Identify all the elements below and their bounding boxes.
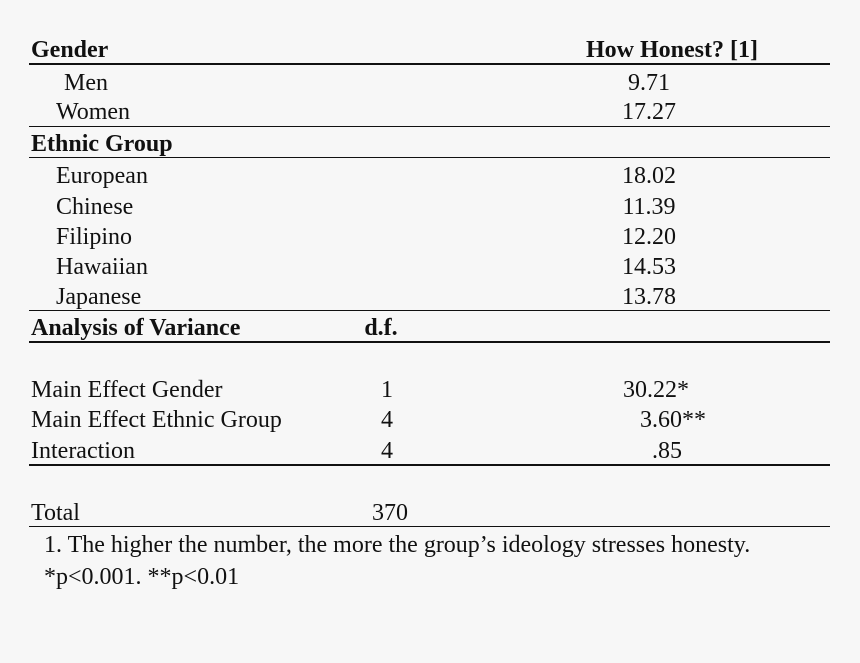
row-value-main-effect-gender: 30.22* <box>623 377 689 403</box>
ethnic-group-header: Ethnic Group <box>31 131 173 157</box>
row-value-japanese: 13.78 <box>622 284 676 310</box>
header-rule <box>29 63 830 65</box>
row-value-hawaiian: 14.53 <box>622 254 676 280</box>
anova-header: Analysis of Variance <box>31 315 241 341</box>
total-rule <box>29 526 830 527</box>
row-label-main-effect-gender: Main Effect Gender <box>31 377 223 403</box>
row-value-men: 9.71 <box>628 70 670 96</box>
ethnic-rule <box>29 310 830 311</box>
row-label-total: Total <box>31 500 80 526</box>
row-label-chinese: Chinese <box>56 194 134 220</box>
row-value-filipino: 12.20 <box>622 224 676 250</box>
row-df-main-effect-ethnic: 4 <box>381 407 393 433</box>
row-df-total: 370 <box>372 500 408 526</box>
row-label-filipino: Filipino <box>56 224 133 250</box>
row-value-women: 17.27 <box>622 99 676 125</box>
anova-header-rule <box>29 341 830 343</box>
gender-rule <box>29 126 830 127</box>
row-value-interaction: .85 <box>652 438 682 464</box>
gender-header: Gender <box>31 37 109 63</box>
row-value-chinese: 11.39 <box>622 194 676 220</box>
ethnic-header-rule <box>29 157 830 158</box>
footnote-1: 1. The higher the number, the more the group’s ideology stresses honesty. <box>44 532 751 558</box>
row-value-main-effect-ethnic: 3.60** <box>640 407 706 433</box>
row-value-european: 18.02 <box>622 163 676 189</box>
how-honest-header: How Honest? [1] <box>586 37 758 63</box>
row-df-interaction: 4 <box>381 438 393 464</box>
df-header: d.f. <box>364 315 398 341</box>
row-label-hawaiian: Hawaiian <box>56 254 148 280</box>
row-label-main-effect-ethnic: Main Effect Ethnic Group <box>31 407 282 433</box>
row-label-women: Women <box>56 99 131 125</box>
anova-rule <box>29 464 830 466</box>
row-label-interaction: Interaction <box>31 438 135 464</box>
row-df-main-effect-gender: 1 <box>381 377 393 403</box>
footnote-significance: *p<0.001. **p<0.01 <box>44 564 240 590</box>
row-label-japanese: Japanese <box>56 284 142 310</box>
row-label-european: European <box>56 163 148 189</box>
row-label-men: Men <box>64 70 108 96</box>
